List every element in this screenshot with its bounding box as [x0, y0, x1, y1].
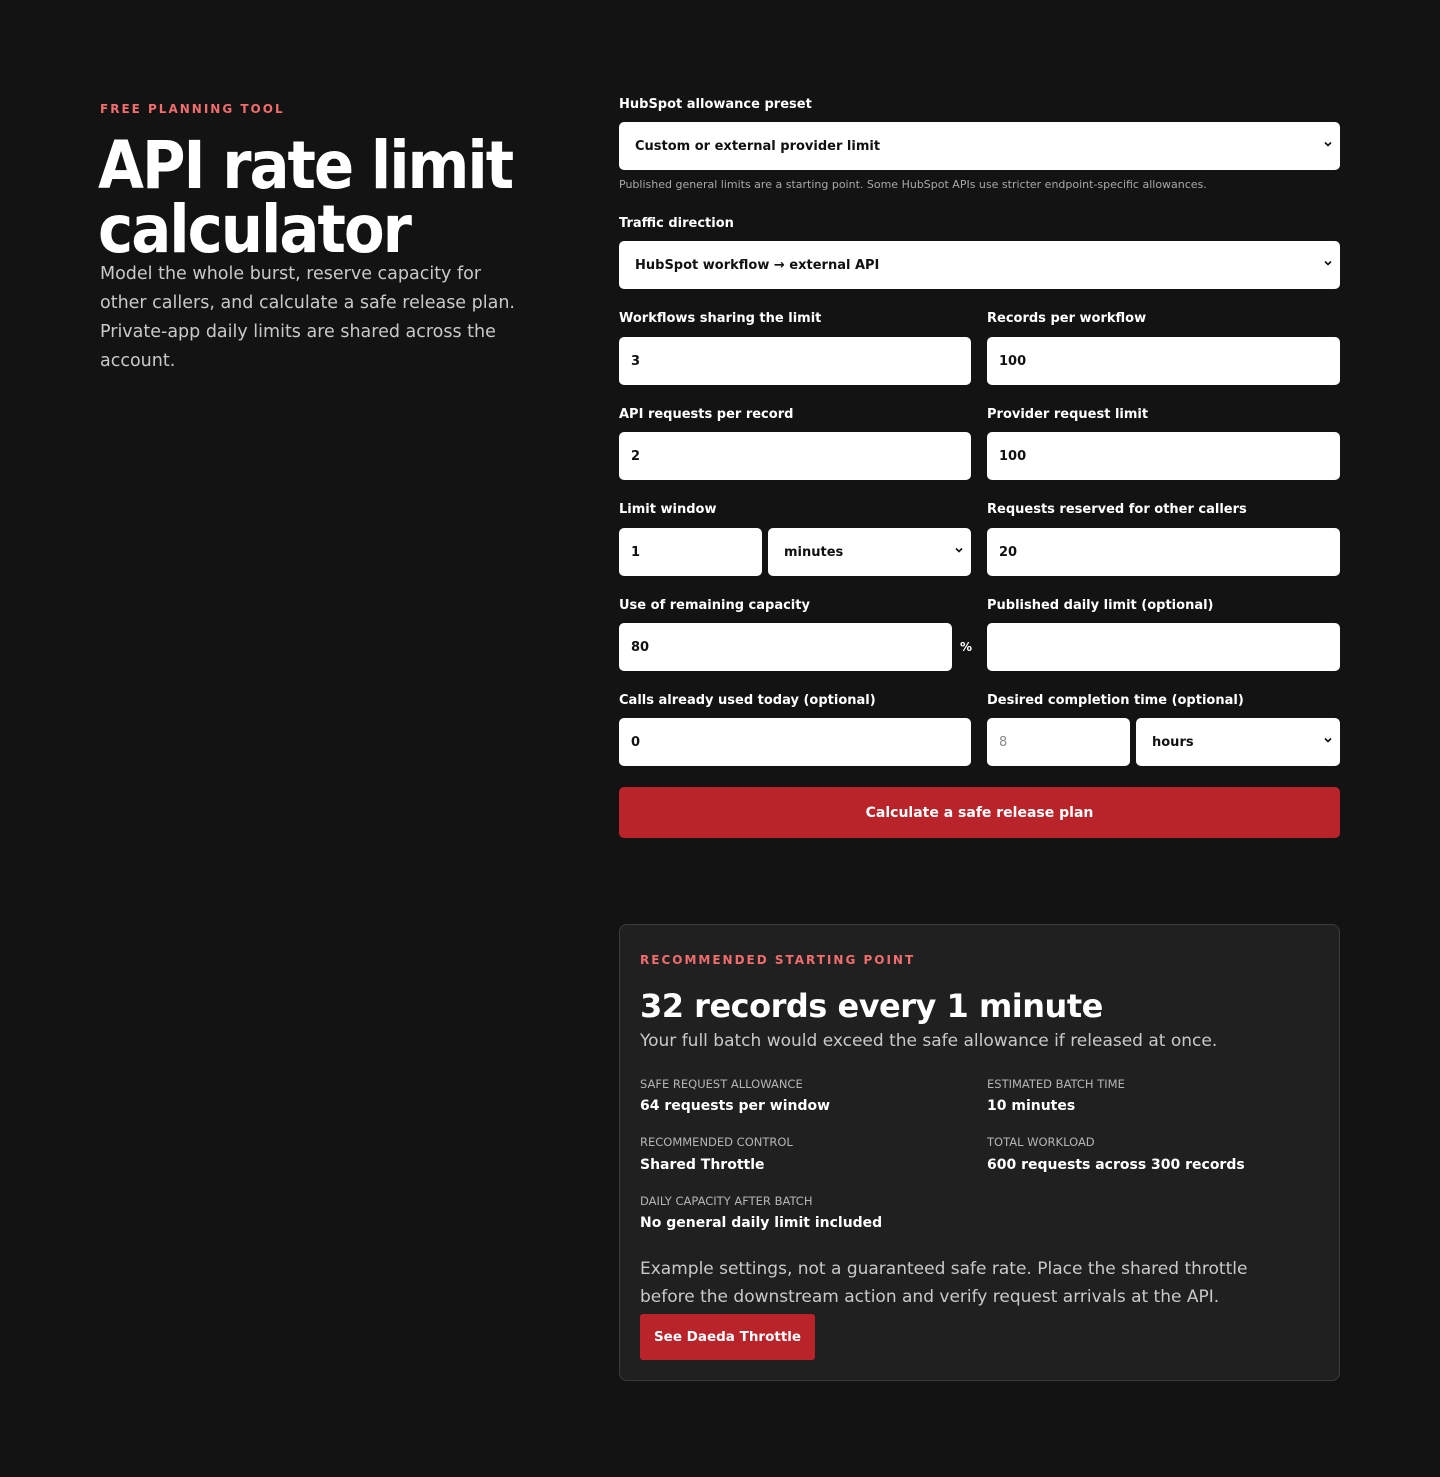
- completion-placeholder: 8: [999, 734, 1008, 750]
- workflows-input-value: 3: [631, 353, 641, 369]
- provider-limit-value: 100: [999, 448, 1027, 464]
- use-remaining-input[interactable]: [619, 623, 952, 671]
- calculate-button[interactable]: Calculate a safe release plan: [619, 787, 1340, 838]
- records-input-value: 100: [999, 353, 1027, 369]
- reserved-label: Requests reserved for other callers: [987, 502, 1247, 517]
- stat-value-daily-capacity: No general daily limit included: [640, 1215, 883, 1231]
- limit-window-input[interactable]: [619, 528, 762, 576]
- stat-label-daily-capacity: DAILY CAPACITY AFTER BATCH: [640, 1194, 813, 1208]
- requests-per-record-label: API requests per record: [619, 407, 794, 422]
- chevron-down-icon: [1324, 259, 1332, 267]
- workflows-input[interactable]: [619, 337, 971, 385]
- result-note: Example settings, not a guaranteed safe rate. Place the shared throttle before the downstream action and verify request arrivals at the API.: [640, 1259, 1248, 1307]
- completion-input[interactable]: [987, 718, 1130, 766]
- used-today-label: Calls already used today (optional): [619, 693, 876, 708]
- percent-suffix: %: [960, 640, 973, 654]
- direction-select-value: HubSpot workflow → external API: [635, 257, 880, 273]
- stat-value-safe-allowance: 64 requests per window: [640, 1098, 831, 1114]
- chevron-down-icon: [1324, 736, 1332, 744]
- direction-select[interactable]: [619, 241, 1340, 289]
- preset-hint: Published general limits are a starting point. Some HubSpot APIs use stricter endpoint-specific allowances.: [619, 178, 1207, 191]
- use-remaining-value: 80: [631, 639, 650, 655]
- hero-eyebrow: FREE PLANNING TOOL: [100, 102, 285, 116]
- stat-label-control: RECOMMENDED CONTROL: [640, 1135, 793, 1149]
- requests-per-record-value: 2: [631, 448, 641, 464]
- page-title: API rate limit calculator: [98, 127, 513, 268]
- result-card: [619, 924, 1340, 1381]
- limit-window-unit-select[interactable]: [768, 528, 971, 576]
- result-summary: Your full batch would exceed the safe allowance if released at once.: [640, 1031, 1218, 1051]
- chevron-down-icon: [1324, 140, 1332, 148]
- use-remaining-label: Use of remaining capacity: [619, 598, 810, 613]
- workflows-label: Workflows sharing the limit: [619, 311, 822, 326]
- stat-label-batch-time: ESTIMATED BATCH TIME: [987, 1077, 1125, 1091]
- requests-per-record-input[interactable]: [619, 432, 971, 480]
- result-headline: 32 records every 1 minute: [640, 987, 1103, 1025]
- records-input[interactable]: [987, 337, 1340, 385]
- used-today-value: 0: [631, 734, 641, 750]
- stat-value-batch-time: 10 minutes: [987, 1098, 1076, 1114]
- completion-label: Desired completion time (optional): [987, 693, 1244, 708]
- see-throttle-button[interactable]: See Daeda Throttle: [640, 1314, 815, 1360]
- limit-window-value: 1: [631, 544, 641, 560]
- stat-label-safe-allowance: SAFE REQUEST ALLOWANCE: [640, 1077, 803, 1091]
- reserved-input[interactable]: [987, 528, 1340, 576]
- records-label: Records per workflow: [987, 311, 1147, 326]
- direction-label: Traffic direction: [619, 216, 734, 231]
- daily-limit-input[interactable]: [987, 623, 1340, 671]
- reserved-value: 20: [999, 544, 1018, 560]
- limit-window-unit-value: minutes: [784, 544, 844, 560]
- preset-select-value: Custom or external provider limit: [635, 138, 881, 154]
- hero-subtitle: Model the whole burst, reserve capacity for other callers, and calculate a safe release plan. Private-app daily limits are shared across the account.: [100, 264, 515, 371]
- provider-limit-input[interactable]: [987, 432, 1340, 480]
- stat-value-control: Shared Throttle: [640, 1157, 765, 1173]
- completion-unit-value: hours: [1152, 734, 1194, 750]
- preset-label: HubSpot allowance preset: [619, 97, 812, 112]
- limit-window-label: Limit window: [619, 502, 717, 517]
- provider-limit-label: Provider request limit: [987, 407, 1149, 422]
- preset-select[interactable]: [619, 122, 1340, 170]
- daily-limit-label: Published daily limit (optional): [987, 598, 1214, 613]
- chevron-down-icon: [955, 546, 963, 554]
- used-today-input[interactable]: [619, 718, 971, 766]
- stat-value-workload: 600 requests across 300 records: [987, 1157, 1245, 1173]
- result-eyebrow: RECOMMENDED STARTING POINT: [640, 953, 916, 967]
- stat-label-workload: TOTAL WORKLOAD: [987, 1135, 1095, 1149]
- completion-unit-select[interactable]: [1136, 718, 1340, 766]
